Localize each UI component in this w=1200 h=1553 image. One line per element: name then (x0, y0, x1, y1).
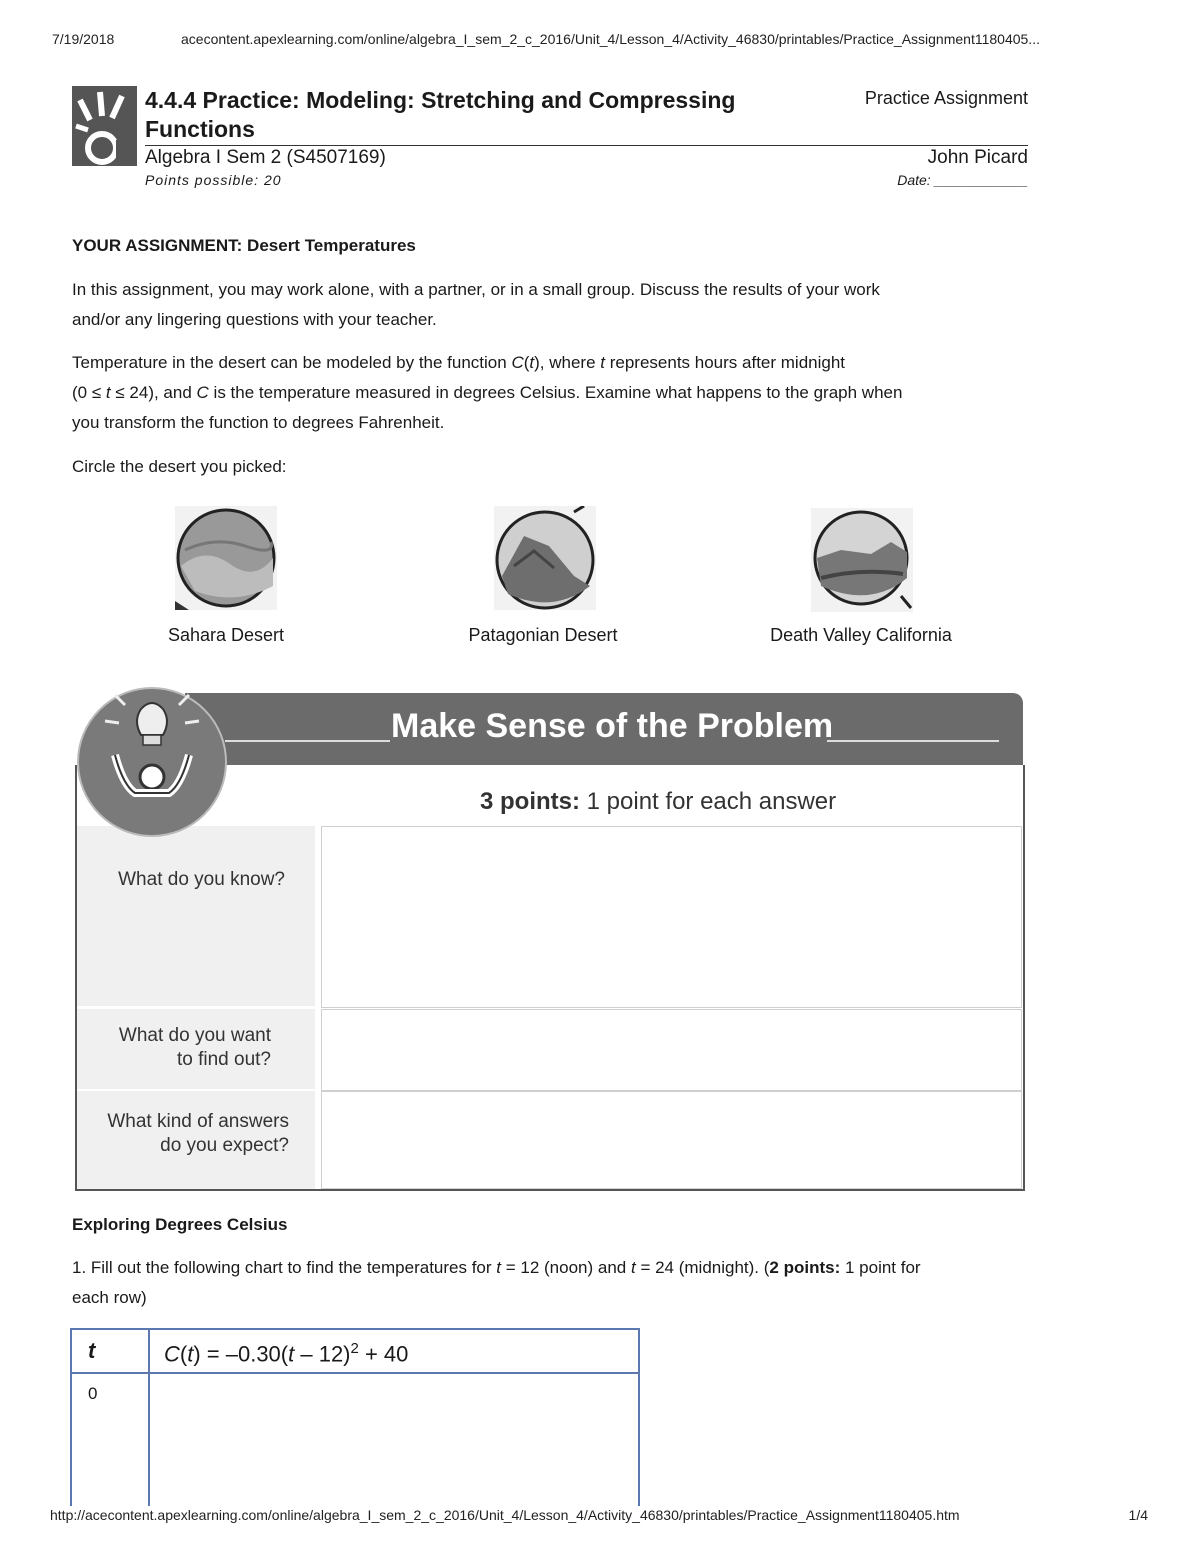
what-do-you-want: What do you want to find out? (118, 1025, 271, 1070)
expect-answer-box[interactable] (321, 1091, 1022, 1189)
course-name: Algebra I Sem 2 (S4507169) (145, 147, 386, 168)
assignment-type: Practice Assignment (864, 88, 1028, 108)
chart-row-0 (71, 1373, 639, 1506)
temp-line1: Temperature in the desert can be modeled by the function C(t), where t represents hours after midnight (72, 353, 846, 372)
page-number: 1/4 (1128, 1507, 1148, 1523)
question-1-line1: 1. Fill out the following chart to find the temperatures for t = 12 (noon) and t = 24 (midnight). (2 points: 1 point for (72, 1258, 921, 1277)
what-kind-of-answers: What kind of answers do you expect? (107, 1111, 289, 1156)
student-name: John Picard (927, 147, 1028, 168)
temp-line2: (0 ≤ t ≤ 24), and C is the temperature measured in degrees Celsius. Examine what happens to the graph when (72, 383, 903, 402)
death-valley-image[interactable] (811, 508, 913, 612)
temp-line3: you transform the function to degrees Fahrenheit. (72, 413, 445, 432)
doc-title-line2: Functions (145, 116, 255, 142)
banner-line-right (827, 740, 999, 742)
know-answer-box[interactable] (321, 826, 1022, 1008)
exploring-heading: Exploring Degrees Celsius (72, 1215, 288, 1234)
make-sense-panel (75, 693, 1023, 1191)
row-0-t: 0 (71, 1373, 149, 1506)
assignment-heading: YOUR ASSIGNMENT: Desert Temperatures (72, 236, 416, 255)
death-valley-label: Death Valley California (770, 625, 952, 645)
temperature-chart (70, 1328, 640, 1506)
col-ct-header: C(t) = –0.30(t – 12)$^2$ + 40 (149, 1329, 639, 1373)
header-rule (145, 145, 1028, 146)
points-note: 3 points: 1 point for each answer (480, 788, 837, 815)
patagonian-label: Patagonian Desert (468, 625, 618, 645)
thinking-person-icon (75, 685, 230, 840)
banner-line-left (225, 740, 390, 742)
make-sense-title: Make Sense of the Problem (391, 707, 834, 745)
circle-prompt: Circle the desert you picked: (72, 457, 287, 476)
apex-logo (72, 86, 137, 166)
sahara-image[interactable] (175, 506, 277, 610)
row-0-ct-input[interactable] (149, 1373, 639, 1506)
footer-url: http://acecontent.apexlearning.com/online/algebra_I_sem_2_c_2016/Unit_4/Lesson_4/Activity_46830/printables/Practice_Assignment1180405.htm (50, 1507, 960, 1523)
date-field: Date: ____________ (897, 172, 1028, 188)
patagonian-image[interactable] (494, 506, 596, 610)
find-answer-box[interactable] (321, 1009, 1022, 1091)
print-date: 7/19/2018 (52, 31, 115, 47)
chart-header-row (71, 1329, 639, 1373)
sahara-label: Sahara Desert (167, 625, 285, 645)
question-1-line2: each row) (72, 1288, 147, 1307)
know-label-cell (77, 826, 315, 1006)
col-t-header: t (71, 1329, 149, 1373)
doc-title-line1: 4.4.4 Practice: Modeling: Stretching and Compressing (145, 87, 736, 113)
what-do-you-know: What do you know? (118, 869, 285, 890)
points-possible: Points possible: 20 (145, 172, 282, 188)
intro-line2: and/or any lingering questions with your teacher. (72, 310, 437, 329)
print-url: acecontent.apexlearning.com/online/algebra_I_sem_2_c_2016/Unit_4/Lesson_4/Activity_46830/printables/Practice_Assignment1180405... (181, 31, 1040, 47)
intro-line1: In this assignment, you may work alone, with a partner, or in a small group. Discuss the results of your work (72, 280, 880, 299)
